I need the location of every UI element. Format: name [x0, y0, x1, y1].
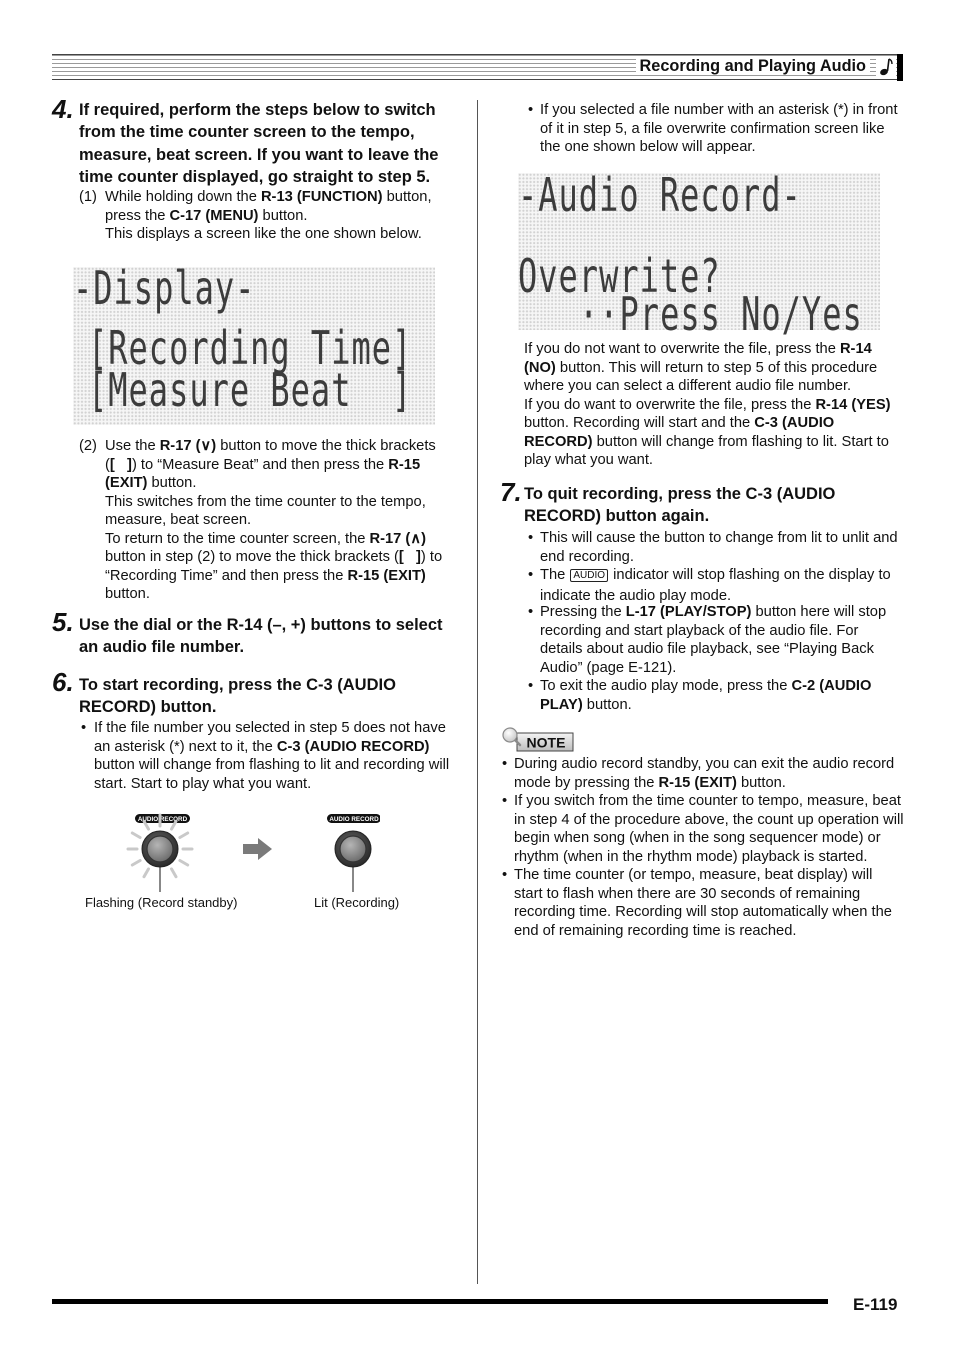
note-bullet [514, 755, 894, 792]
text-line [105, 207, 432, 226]
text-run: To quit recording, press the C-3 (AUDIO [524, 485, 836, 503]
text-line [524, 414, 891, 433]
text-run: recording time. Recording will stop automatically when the [514, 904, 892, 920]
text-run: end of remaining recording time is reached. [514, 922, 797, 939]
column-divider [477, 100, 478, 1284]
text-line [105, 548, 442, 567]
step-7-bullet [540, 603, 886, 677]
text-run: button in step (2) to move the thick brackets ( [105, 549, 399, 565]
text-line [79, 614, 443, 636]
step-7-heading [524, 483, 835, 528]
page-number: E-119 [853, 1295, 898, 1314]
text-run: During audio record standby, you can exit the audio record [514, 756, 895, 772]
text-line [540, 529, 898, 548]
text-line [540, 101, 898, 120]
text-line [540, 622, 886, 641]
text-line [540, 566, 891, 587]
text-run: button will change from flashing to lit and recording will [94, 757, 450, 773]
step-7-bullet [540, 677, 871, 714]
bold-text: R-15 (EXIT) [658, 774, 737, 791]
text-line [79, 121, 438, 143]
text-line [514, 903, 892, 922]
caption-flashing: Flashing (Record standby) [85, 895, 238, 910]
lcd-line-title: -Audio Record- [518, 167, 802, 223]
text-run: Pressing the [540, 604, 626, 620]
text-line [514, 922, 892, 941]
text-line [105, 585, 442, 604]
music-note-icon [876, 56, 896, 79]
text-run: time counter displayed, go straight to step 5. [79, 167, 431, 186]
text-run: in step 4 of the procedure above, the count up operation will [514, 811, 904, 828]
lcd-line-recording-time: [Recording Time] [88, 320, 413, 376]
bold-text: [ ] [109, 456, 132, 473]
text-run: Use the dial or the R-14 (–, +) buttons to select [79, 616, 443, 634]
text-run: RECORD) button. [79, 698, 217, 717]
bold-text: R-15 [388, 456, 421, 473]
note-badge [500, 727, 576, 753]
text-run: of it in step 5, a file overwrite confirmation screen like [540, 120, 885, 137]
text-run: If the file number you selected in step 5 does not have [94, 720, 446, 736]
text-run: To exit the audio play mode, press the [540, 678, 792, 694]
text-run: recording and start playback of the audio file. For [540, 622, 859, 639]
text-run: If required, perform the steps below to switch [79, 101, 436, 119]
text-run: RECORD) button again. [524, 507, 710, 526]
bold-text: [ ] [398, 549, 421, 565]
text-line [79, 636, 443, 658]
lit-audio-record-button [327, 814, 380, 892]
bold-text: R-15 (EXIT) [347, 567, 426, 584]
text-line [105, 437, 442, 456]
text-line [524, 359, 891, 378]
header-edge-bar [897, 54, 903, 81]
text-run: end recording. [540, 548, 634, 565]
step-4-substep-2-text [105, 437, 442, 604]
text-line [514, 774, 894, 793]
bold-text: R-17 (∧) [369, 530, 426, 547]
text-run: button. [147, 475, 197, 491]
step-6-number: 6. [52, 667, 74, 697]
text-run: “Recording Time” and then press the [105, 567, 348, 584]
step-6-bullet [94, 719, 449, 793]
text-line [514, 811, 903, 830]
text-run: To start recording, press the C-3 (AUDIO [79, 676, 396, 694]
text-line [94, 719, 449, 738]
text-run: Use the [105, 438, 160, 454]
bold-text: C-2 (AUDIO [791, 678, 872, 694]
text-run: start. Start to play what you want. [94, 775, 312, 792]
text-line [79, 99, 438, 121]
lcd-line-overwrite: Overwrite? [518, 248, 721, 304]
note-bullet [514, 866, 892, 940]
audio-record-button-illustration [80, 800, 380, 900]
text-line [79, 144, 438, 166]
text-run: ) to “Measure Beat” and then press the [131, 456, 389, 473]
text-line [540, 696, 871, 715]
text-run: If you do want to overwrite the file, press the [524, 396, 816, 413]
text-run: button. This will return to step 5 of this procedure [555, 359, 878, 376]
text-run: If you do not want to overwrite the file, press the [524, 341, 840, 357]
text-line [540, 120, 898, 139]
text-run: mode by pressing the [514, 774, 659, 791]
text-run: button. [736, 774, 786, 791]
text-run: button. [258, 207, 308, 224]
step-4-substep-1-text [105, 188, 432, 244]
text-line [524, 505, 835, 527]
text-run: If you switch from the time counter to tempo, measure, beat [514, 793, 901, 809]
bold-text: C-3 (AUDIO RECORD) [276, 738, 430, 755]
bold-text: C-3 (AUDIO [754, 415, 835, 431]
text-line [105, 474, 442, 493]
flashing-audio-record-button [128, 814, 192, 892]
text-run: The [540, 567, 570, 583]
overwrite-intro-bullet [540, 101, 898, 157]
button-label-text: AUDIO RECORD [137, 816, 188, 823]
text-run: the one shown below will appear. [540, 139, 756, 155]
lcd-line-title: -Display- [73, 260, 256, 316]
text-run: start to flash when there are 30 seconds of remaining [514, 885, 861, 902]
magnifier-icon [503, 728, 520, 745]
step-4-heading [79, 99, 438, 188]
text-run: play what you want. [524, 452, 653, 468]
step-5-number: 5. [52, 607, 74, 637]
text-run: This displays a screen like the one shown below. [105, 226, 422, 242]
text-run: from the time counter screen to the tempo, [79, 123, 415, 142]
text-line [105, 530, 442, 549]
step-7-bullet [540, 566, 891, 605]
text-line [514, 885, 892, 904]
text-run: button to move the thick brackets [216, 438, 436, 454]
note-label: NOTE [526, 734, 566, 751]
text-line [524, 396, 891, 415]
text-run: While holding down the [105, 189, 261, 205]
arrow-right-icon [243, 838, 272, 860]
step-4-substep-2-label: (2) [79, 438, 97, 454]
text-run: This will cause the button to change from lit to unlit and [540, 530, 898, 546]
text-run: button will change from flashing to lit. Start to [592, 433, 889, 450]
text-line [94, 756, 449, 775]
lcd-line-press-no-yes: ··Press No/Yes [579, 286, 863, 342]
text-run: To return to the time counter screen, the [105, 530, 370, 547]
caption-lit: Lit (Recording) [314, 895, 400, 910]
text-run: measure, beat screen. If you want to leave the [79, 145, 439, 164]
text-line [540, 603, 886, 622]
note-bullet [514, 792, 903, 866]
text-run: This switches from the time counter to the tempo, [105, 493, 426, 510]
text-run: button here will stop [751, 604, 887, 620]
text-run: rhythm (when in the rhythm mode) playback is started. [514, 848, 868, 865]
text-line [94, 738, 449, 757]
lcd-line-measure-beat: [Measure Beat ] [88, 362, 413, 418]
text-run: The time counter (or tempo, measure, beat display) will [514, 867, 873, 883]
overwrite-instructions [524, 340, 891, 470]
text-line [105, 567, 442, 586]
step-6-heading [79, 674, 396, 719]
button-label-text: AUDIO RECORD [329, 816, 379, 823]
lcd-display-screen [73, 260, 435, 425]
text-run: an asterisk (*) next to it, the [94, 738, 277, 755]
bold-text: R-14 [839, 341, 872, 357]
text-line [79, 166, 438, 188]
section-title: Recording and Playing Audio [636, 57, 870, 75]
text-run: indicate the audio play mode. [540, 587, 732, 604]
bold-text: RECORD) [524, 433, 593, 450]
text-run: ) to [420, 549, 443, 565]
bold-text: R-13 (FUNCTION) [260, 189, 383, 205]
text-line [540, 677, 871, 696]
text-line [524, 451, 891, 470]
footer-rule [52, 1299, 828, 1304]
text-line [514, 755, 894, 774]
bold-text: R-14 (YES) [815, 396, 891, 413]
text-run: details about audio file playback, see “Playing Back [540, 641, 874, 657]
text-line [540, 640, 886, 659]
step-5-heading [79, 614, 443, 659]
text-line [514, 866, 892, 885]
text-line [540, 659, 886, 678]
bold-text: L-17 (PLAY/STOP) [625, 604, 752, 620]
text-run: where you can select a different audio file number. [524, 378, 852, 394]
text-run: button, [382, 189, 432, 205]
step-7-number: 7. [500, 477, 522, 507]
text-line [514, 829, 903, 848]
bold-text: PLAY) [540, 696, 583, 713]
text-line [524, 377, 891, 396]
bold-text: (EXIT) [105, 475, 148, 491]
text-line [79, 674, 396, 696]
text-run: button. [105, 586, 150, 602]
text-line [524, 433, 891, 452]
lcd-overwrite-screen [518, 167, 880, 342]
step-7-bullet [540, 529, 898, 566]
text-run: begin when song (when in the song sequencer mode) or [514, 830, 881, 846]
text-run: If you selected a file number with an asterisk (*) in front [540, 102, 898, 118]
text-run: ( [105, 456, 110, 473]
text-line [105, 456, 442, 475]
text-run: indicator will stop flashing on the display to [609, 567, 891, 583]
text-run: press the [105, 207, 170, 224]
text-run: button. [582, 696, 632, 713]
audio-indicator-label: AUDIO [570, 569, 608, 582]
bold-text: C-17 (MENU) [169, 207, 259, 224]
text-line [105, 225, 432, 244]
text-run: measure, beat screen. [105, 512, 252, 528]
step-4-substep-1-label: (1) [79, 189, 97, 205]
text-line [94, 775, 449, 794]
step-4-number: 4. [52, 94, 74, 124]
text-line [540, 138, 898, 157]
text-line [105, 511, 442, 530]
text-line [105, 188, 432, 207]
text-line [524, 340, 891, 359]
text-line [524, 483, 835, 505]
text-line [79, 696, 396, 718]
text-run: button. Recording will start and the [524, 415, 755, 431]
text-line [540, 548, 898, 567]
text-line [514, 792, 903, 811]
text-run: Audio” (page E-121). [540, 659, 677, 676]
bold-text: (NO) [524, 359, 556, 376]
bold-text: R-17 (∨) [159, 438, 217, 454]
text-line [105, 493, 442, 512]
text-line [514, 848, 903, 867]
text-run: an audio file number. [79, 638, 245, 657]
